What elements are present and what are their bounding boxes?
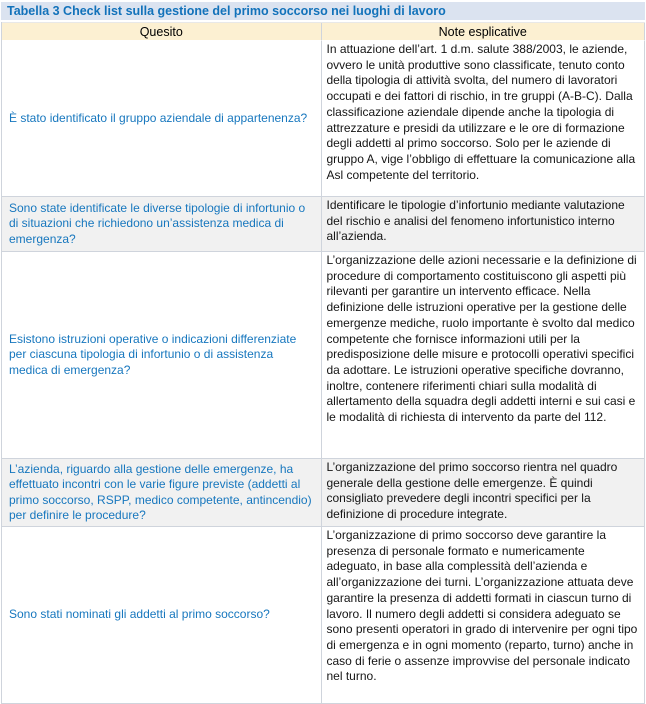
quesito-cell [2,41,322,197]
quesito-text: Sono stati nominati gli addetti al primo soccorso? [9,607,270,622]
note-cell [322,459,646,527]
quesito-cell [2,197,322,252]
quesito-text: Esistono istruzioni operative o indicazioni differenziate per ciascuna tipologia di infortunio o di assistenza medica di emergenza? [9,331,297,377]
quesito-cell [2,459,322,527]
quesito-text: L’azienda, riguardo alla gestione delle emergenze, ha effettuato incontri con le varie figure previste (addetti al primo soccorso, RSPP, medico competente, antincendio) per definire le procedure? [9,461,312,522]
table-row [2,197,645,252]
note-text: L’organizzazione delle azioni necessarie e la definizione di procedure di comportamento costituiscono gli aspetti più rilevanti per garantire un intervento efficace. Nella definizione delle istruzioni operative per la gestione delle emergenze mediche, ruolo importante è svolto dal medico competente che fornisce informazioni utili per la predisposizione delle misure e protocolli operativi specifici da adottare. Le istruzioni operative specifiche dovranno, inoltre, contenere riferimenti chiari sulla modalità di allertamento della squadra degli addetti interni e sui casi e le modalità di richiesta di intervento da parte del 112. [326,253,637,425]
note-cell [322,41,646,197]
table-header-row [2,22,645,41]
checklist-table [1,22,645,704]
column-header-quesito: Quesito [2,23,322,41]
table-row [2,252,645,459]
note-cell [322,527,646,704]
table-row [2,41,645,197]
note-cell [322,197,646,252]
column-header-note-esplicative: Note esplicative [322,23,646,41]
note-text: In attuazione dell’art. 1 d.m. salute 388/2003, le aziende, ovvero le unità produttive sono classificate, tenuto conto della tipologia di attività svolta, del numero di lavoratori occupati e dei fattori di rischio, in tre gruppi (A-B-C). Dalla classificazione aziendale dipende anche la tipologia di attrezzature e presidi da utilizzare e le ore di formazione degli addetti al primo soccorso. Solo per le aziende di gruppo A, vige l’obbligo di effettuare la comunicazione alla Asl competente del territorio. [326,42,636,182]
note-text: Identificare le tipologie d’infortunio mediante valutazione del rischio e analisi del fenomeno infortunistico interno all’azienda. [326,198,625,244]
table-title: Tabella 3 Check list sulla gestione del primo soccorso nei luoghi di lavoro [1,2,645,20]
quesito-cell [2,252,322,459]
note-text: L’organizzazione del primo soccorso rientra nel quadro generale della gestione delle emergenze. È quindi consigliato prevedere degli incontri specifici per la definizione di procedure integrate. [326,460,618,522]
note-cell [322,252,646,459]
quesito-text: È stato identificato il gruppo aziendale di appartenenza? [9,110,308,125]
table-row [2,527,645,704]
note-text: L’organizzazione di primo soccorso deve garantire la presenza di personale formato e numericamente adeguato, in base alla complessità dell’azienda e all’organizzazione dei turni. L’organizzazione attuata deve garantire la presenza di addetti formati in ciascun turno di lavoro. Il numero degli addetti si considera adeguato se sono presenti operatori in grado di intervenire per ogni tipo di emergenza e in ogni momento (reparto, turno) anche in caso di ferie o assenze improvvise del personale indicato nel turno. [326,528,638,684]
table-row [2,459,645,527]
quesito-text: Sono state identificate le diverse tipologie di infortunio o di situazioni che richiedono un’assistenza medica di emergenza? [9,200,306,246]
quesito-cell [2,527,322,704]
